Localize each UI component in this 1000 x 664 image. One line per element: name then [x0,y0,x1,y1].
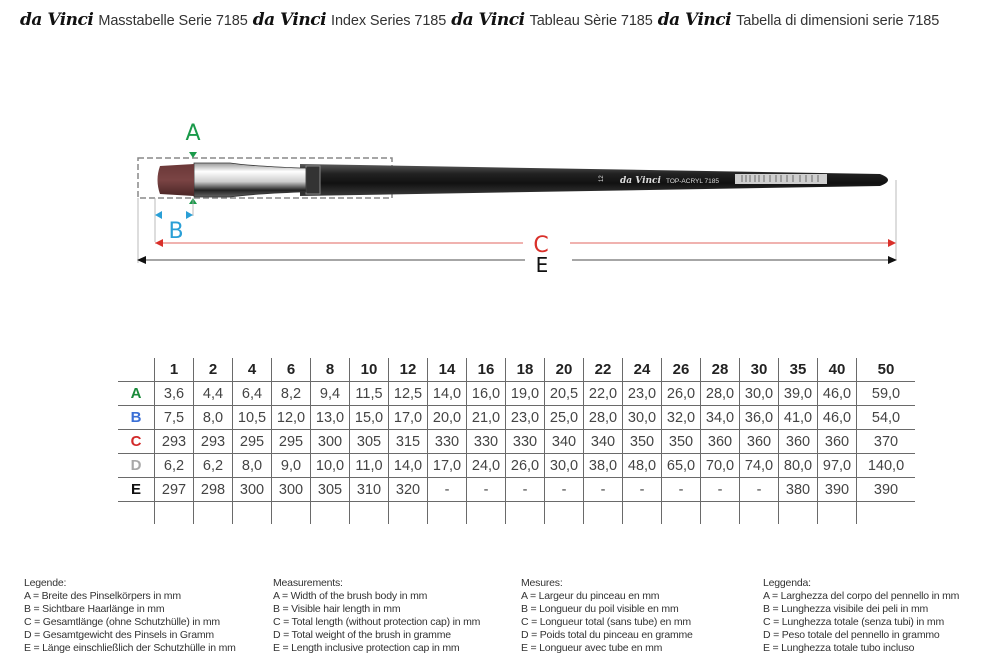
table-row [118,430,915,454]
table-cell: 3,6 [155,382,194,406]
brand-logo: da Vinci [20,10,94,30]
table-cell: 20,0 [428,406,467,430]
table-cell: 360 [740,430,779,454]
table-cell: 80,0 [779,454,818,478]
table-row [118,454,915,478]
table-cell: 295 [272,430,311,454]
table-cell: 26,0 [506,454,545,478]
table-cell: 10,0 [311,454,350,478]
legend-title: Legende: [24,577,67,589]
table-cell: 24,0 [467,454,506,478]
size-header: 2 [194,358,233,382]
legend-title: Mesures: [521,577,563,589]
title-de: Masstabelle Serie 7185 [98,13,248,29]
table-cell: 54,0 [857,406,916,430]
table-cell: 22,0 [584,382,623,406]
table-cell: 12,0 [272,406,311,430]
table-cell: 340 [584,430,623,454]
table-cell: 21,0 [467,406,506,430]
table-cell: 74,0 [740,454,779,478]
legend-item: C = Total length (without protection cap) in mm [273,616,481,628]
table-cell: 300 [311,430,350,454]
table-cell: 16,0 [467,382,506,406]
legend-item: A = Largeur du pinceau en mm [521,590,660,602]
table-cell: - [584,478,623,502]
size-header: 20 [545,358,584,382]
table-cell: - [428,478,467,502]
table-cell: 19,0 [506,382,545,406]
legend-item: D = Poids total du pinceau en gramme [521,629,693,641]
legend-fr [521,577,693,655]
legend-item: A = Larghezza del corpo del pennello in mm [763,590,960,602]
size-header: 1 [155,358,194,382]
table-cell: 41,0 [779,406,818,430]
table-cell: 14,0 [428,382,467,406]
empty-cell [584,502,623,525]
empty-cell [545,502,584,525]
row-key: E [118,478,155,502]
table-cell: 370 [857,430,916,454]
table-cell: 48,0 [623,454,662,478]
table-cell: - [506,478,545,502]
legend-item: C = Gesamtlänge (ohne Schutzhülle) in mm [24,616,220,628]
table-cell: 6,2 [194,454,233,478]
size-header: 50 [857,358,916,382]
table-cell: 15,0 [350,406,389,430]
brush-crimp [306,166,320,194]
table-cell: 20,5 [545,382,584,406]
table-cell: 13,0 [311,406,350,430]
empty-cell [506,502,545,525]
table-cell: 36,0 [740,406,779,430]
table-cell: 293 [194,430,233,454]
empty-cell [194,502,233,525]
row-key: A [118,382,155,406]
empty-cell [311,502,350,525]
table-cell: 350 [662,430,701,454]
table-cell: 140,0 [857,454,916,478]
brush-hair [158,164,195,196]
table-cell: 330 [506,430,545,454]
table-cell: 17,0 [428,454,467,478]
corner-cell [118,358,155,382]
brand-logo: da Vinci [451,10,525,30]
legend-en [273,577,480,655]
title-bar [20,10,944,30]
legend-it [763,577,959,655]
legend-title: Leggenda: [763,577,811,589]
table-cell: 30,0 [740,382,779,406]
legend-item: E = Länge einschließlich der Schutzhülle in mm [24,642,236,654]
table-cell: 300 [233,478,272,502]
brush-imprint-product: TOP-ACRYL 7185 [666,178,719,185]
table-cell: 65,0 [662,454,701,478]
legend-item: B = Lunghezza visibile dei peli in mm [763,603,929,615]
table-row [118,382,915,406]
table-cell: 59,0 [857,382,916,406]
legend-item: B = Visible hair length in mm [273,603,401,615]
empty-cell [779,502,818,525]
table-cell: 10,5 [233,406,272,430]
empty-cell [428,502,467,525]
title-en: Index Series 7185 [331,13,447,29]
brush-ferrule [194,163,306,197]
table-cell: 39,0 [779,382,818,406]
label-a: A [185,121,201,146]
empty-cell [662,502,701,525]
table-cell: 25,0 [545,406,584,430]
size-header: 4 [233,358,272,382]
legend-item: C = Longueur total (sans tube) en mm [521,616,691,628]
empty-cell [350,502,389,525]
table-cell: 8,2 [272,382,311,406]
empty-cell [272,502,311,525]
size-header: 12 [389,358,428,382]
table-cell: 14,0 [389,454,428,478]
empty-cell [701,502,740,525]
size-header: 16 [467,358,506,382]
table-cell: 11,0 [350,454,389,478]
title-it: Tabella di dimensioni serie 7185 [736,13,940,29]
table-cell: 390 [818,478,857,502]
table-cell: 300 [272,478,311,502]
table-cell: 360 [779,430,818,454]
table-cell: - [623,478,662,502]
table-cell: 7,5 [155,406,194,430]
table-cell: 4,4 [194,382,233,406]
legend-de [24,577,236,655]
table-cell: 34,0 [701,406,740,430]
empty-cell [740,502,779,525]
table-cell: 360 [701,430,740,454]
legend-item: E = Length inclusive protection cap in mm [273,642,460,654]
legend-item: E = Lunghezza totale tubo incluso [763,642,915,654]
table-cell: 23,0 [506,406,545,430]
table-cell: 70,0 [701,454,740,478]
table-cell: 30,0 [545,454,584,478]
legend-item: B = Sichtbare Haarlänge in mm [24,603,165,615]
row-key: D [118,454,155,478]
size-table [118,358,915,524]
empty-cell [857,502,916,525]
legend-item: D = Peso totale del pennello in grammo [763,629,940,641]
size-header: 28 [701,358,740,382]
table-cell: 30,0 [623,406,662,430]
table-cell: 11,5 [350,382,389,406]
table-cell: 38,0 [584,454,623,478]
legend-item: E = Longueur avec tube en mm [521,642,663,654]
table-header-row [118,358,915,382]
table-cell: 330 [428,430,467,454]
table-cell: 297 [155,478,194,502]
table-cell: 305 [311,478,350,502]
table-cell: 360 [818,430,857,454]
table-cell: 12,5 [389,382,428,406]
size-header: 30 [740,358,779,382]
table-cell: 293 [155,430,194,454]
empty-cell [233,502,272,525]
size-header: 26 [662,358,701,382]
table-cell: 26,0 [662,382,701,406]
table-cell: 46,0 [818,382,857,406]
dimension-e [137,198,897,264]
table-cell: - [701,478,740,502]
table-cell: 46,0 [818,406,857,430]
brush-diagram [0,100,1000,280]
size-header: 40 [818,358,857,382]
legend-item: D = Total weight of the brush in gramme [273,629,451,641]
legend-item: C = Lunghezza totale (senza tubi) in mm [763,616,945,628]
table-cell: 298 [194,478,233,502]
size-header: 10 [350,358,389,382]
empty-cell [818,502,857,525]
table-cell: 340 [545,430,584,454]
table-cell: 9,0 [272,454,311,478]
legend-item: D = Gesamtgewicht des Pinsels in Gramm [24,629,214,641]
empty-cell [389,502,428,525]
table-cell: 390 [857,478,916,502]
empty-cell [467,502,506,525]
label-b: B [168,219,184,244]
table-cell: 97,0 [818,454,857,478]
table-cell: 320 [389,478,428,502]
empty-cell [155,502,194,525]
table-row [118,478,915,502]
table-cell: - [545,478,584,502]
table-cell: 310 [350,478,389,502]
table-cell: 6,4 [233,382,272,406]
legend-item: A = Breite des Pinselkörpers in mm [24,590,181,602]
table-cell: 28,0 [701,382,740,406]
table-cell: 350 [623,430,662,454]
table-cell: 295 [233,430,272,454]
legend-title: Measurements: [273,577,343,589]
table-cell: - [662,478,701,502]
table-cell: 9,4 [311,382,350,406]
legend-item: B = Longueur du poil visible en mm [521,603,679,615]
table-cell: 23,0 [623,382,662,406]
size-header: 24 [623,358,662,382]
table-cell: 330 [467,430,506,454]
size-header: 18 [506,358,545,382]
empty-cell [118,502,155,525]
size-header: 6 [272,358,311,382]
table-cell: - [740,478,779,502]
brand-logo: da Vinci [657,10,732,30]
table-row [118,406,915,430]
label-c: C [533,233,549,258]
brush-imprint-size: 12 [599,175,605,182]
row-key: B [118,406,155,430]
table-cell: - [467,478,506,502]
table-cell: 380 [779,478,818,502]
table-cell: 305 [350,430,389,454]
table-cell: 8,0 [233,454,272,478]
empty-cell [623,502,662,525]
size-header: 14 [428,358,467,382]
title-fr: Tableau Sèrie 7185 [529,13,653,29]
table-cell: 6,2 [155,454,194,478]
legend-item: A = Width of the brush body in mm [273,590,428,602]
brand-logo: da Vinci [252,10,327,30]
empty-row [118,502,915,525]
table-cell: 17,0 [389,406,428,430]
brush-imprint-brand: da Vinci [620,176,661,186]
row-key: C [118,430,155,454]
barcode-label [735,174,827,184]
label-e: E [535,253,549,277]
table-cell: 32,0 [662,406,701,430]
table-cell: 8,0 [194,406,233,430]
size-header: 35 [779,358,818,382]
table-cell: 28,0 [584,406,623,430]
size-header: 8 [311,358,350,382]
table-cell: 315 [389,430,428,454]
size-header: 22 [584,358,623,382]
